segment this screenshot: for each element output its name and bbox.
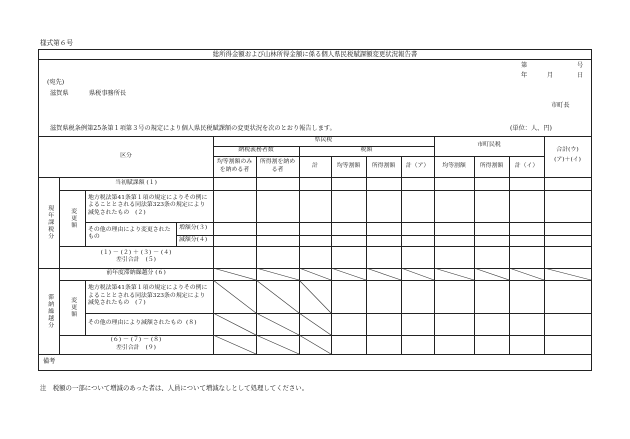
row4-number: (４) (196, 236, 208, 243)
form-number: 様式第６号 (40, 39, 73, 47)
col-kei-i: 計（イ） (514, 162, 539, 169)
col-shotoku-amount: 所得割額 (371, 162, 396, 169)
number-label: 第 (521, 62, 528, 69)
number-suffix: 号 (577, 62, 584, 69)
statement: 滋賀県税条例第25条第１項第３号の規定により個人県民税賦課額の変更状況を次のとおり報告します。 (50, 125, 336, 132)
prefecture: 滋賀県 (50, 90, 69, 97)
group-arrears: 滞納繰越分 (46, 293, 53, 329)
col-nouzei: 納税義務者数 (238, 147, 274, 154)
footnote: 注 税額の一部について増減のあった者は、人員について増減なしとして処理してください。 (40, 384, 309, 392)
row3-number: (３) (196, 224, 208, 231)
row-other-change: その他の理由により変更されたもの (88, 226, 171, 240)
diagonal-strikes (39, 50, 591, 370)
row6-label: 前年度滞納繰越分 (106, 270, 154, 277)
row9-label: 差引合計 (116, 344, 140, 351)
col-total-u: 合計(ウ) (556, 147, 579, 154)
col-kubun: 区分 (120, 152, 132, 159)
day-label: 日 (577, 72, 584, 79)
row1-number: (１) (146, 179, 157, 186)
row5-number: (５) (145, 257, 156, 263)
change-amount-2: 変更額 (69, 297, 76, 318)
report-form (38, 49, 592, 371)
month-label: 月 (547, 72, 554, 79)
col-shichou-shotoku: 所得割額 (479, 162, 504, 169)
row5-label: 差引合計 (116, 257, 140, 263)
row8-number: (８) (186, 320, 197, 327)
row7-label: 地方税法第41条第１項の規定によりその例によることとされる同法第323条の規定により減免されたもの (88, 285, 208, 307)
row9-formula: (６) － (７) － (８) (110, 337, 162, 344)
mayor-label: 市町長 (551, 102, 570, 109)
col-total-formula: (ア)＋(イ) (554, 157, 581, 164)
col-shichou: 市町民税 (477, 142, 501, 149)
col-kenminzei: 県民税 (314, 137, 333, 144)
row2-label: 地方税法第41条第１項の規定によりその例によることとされる同法第323条の規定により減免されたもの (88, 194, 208, 216)
row7-number: (７) (135, 300, 146, 307)
row3-label: 増額分 (179, 224, 197, 231)
col-shichou-kintou: 均等割額 (442, 162, 466, 169)
row5-formula: (１) － (２) ＋ (３) － (４) (100, 249, 172, 256)
remarks-label: 備考 (43, 358, 56, 365)
addressee: 県税事務所長 (89, 90, 127, 97)
col-shotoku-payers: 所得割を納める者 (259, 159, 296, 173)
row6-number: (６) (155, 270, 166, 277)
form-title: 総所得金額および山林所得金額に係る個人県民税賦課額変更状況報告書 (39, 50, 591, 60)
unit-label: (単位：人、円) (510, 125, 552, 132)
col-kintou-only: 均等割額のみを納める者 (216, 159, 253, 173)
col-kintou-amount: 均等割額 (336, 162, 361, 169)
to-label: (宛先) (47, 79, 65, 86)
row2-number: (２) (135, 209, 146, 216)
row8-label: その他の理由により減額されたもの (88, 320, 183, 327)
change-amount-1: 変更額 (69, 207, 76, 229)
row4-label: 減額分 (179, 236, 197, 243)
row1-label: 当初賦課額 (115, 179, 145, 186)
col-zeigaku: 税額 (360, 147, 373, 154)
col-kei-a: 計（ア） (405, 162, 430, 169)
row9-number: (９) (145, 344, 156, 351)
group-current-year: 現年課税分 (46, 205, 53, 240)
col-kei: 計 (312, 162, 318, 169)
year-label: 年 (521, 72, 528, 79)
